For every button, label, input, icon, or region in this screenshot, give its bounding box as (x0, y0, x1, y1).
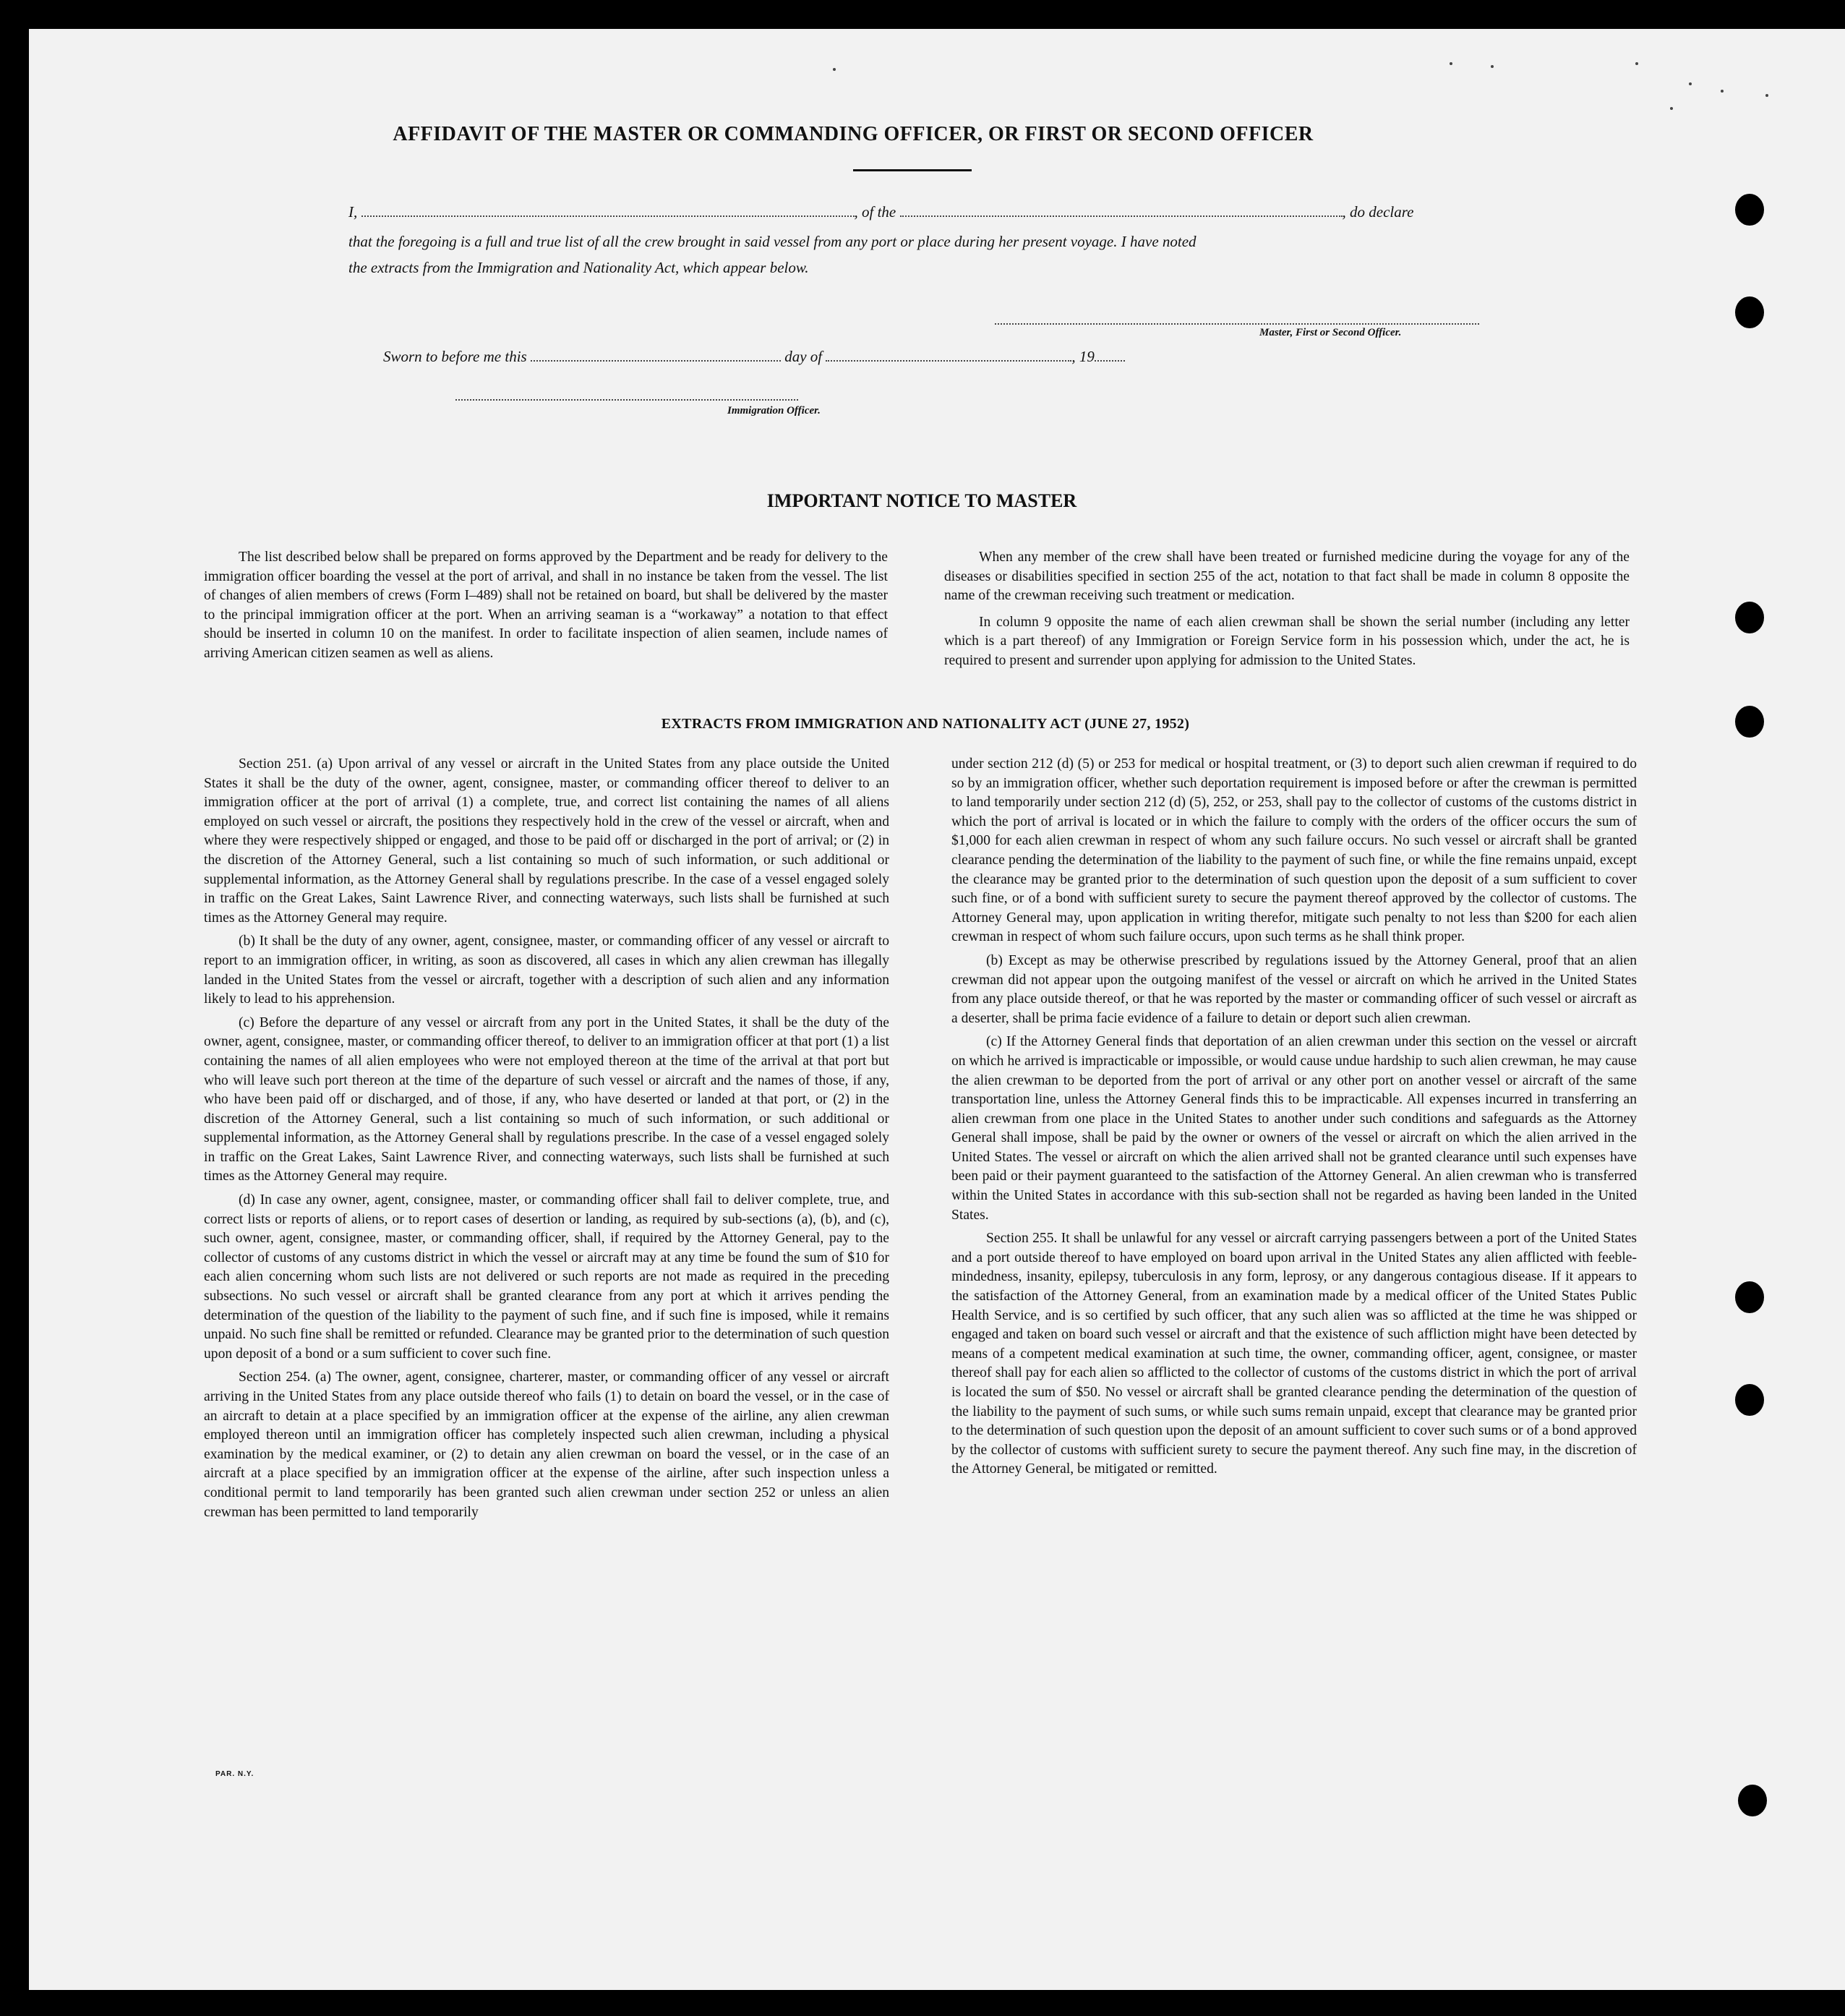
section-251-b: (b) It shall be the duty of any owner, agent, consignee, master, or commanding officer of any vessel or aircraft to report to an immigration officer, in writing, as soon as discovered, all cases in which any alien crewman has illegally landed in the United States from the vessel or aircraft, together with a description of such alien and any information likely to lead to his apprehension. (204, 934, 889, 1007)
sworn-line (383, 347, 1125, 366)
affidavit-line-3: the extracts from the Immigration and Nationality Act, which appear below. (348, 259, 809, 276)
year-label: , 19 (1071, 348, 1095, 365)
sworn-year-field[interactable] (1095, 347, 1125, 362)
notice-left-column (204, 548, 888, 671)
scan-speck (833, 68, 836, 71)
section-254-c: (c) If the Attorney General finds that deportation of an alien crewman under this section on the vessel or aircraft on which he arrived is impracticable or impossible, or would cause undue hardship to such alien crewman, he may cause the alien crewman to be deported from the port of arrival or any other port on another vessel or aircraft of the same transportation line, unless the Attorney General finds this to be impracticable. All expenses incurred in transferring an alien crewman from one place in the United States to another under such conditions and safeguards as the Attorney General shall impose, shall be paid by the owner or owners of the vessel or aircraft on which the alien arrived in the United States. The vessel or aircraft on which the alien arrived shall not be granted clearance until such expenses have been paid or their payment guaranteed to the satisfaction of the Attorney General. An alien crewman who is transferred within the United States in accordance with this sub-section shall not be regarded as having been landed in the United States. (951, 1034, 1637, 1223)
scan-speck (1670, 107, 1673, 110)
form-title: AFFIDAVIT OF THE MASTER OR COMMANDING OFFICER, OR FIRST OR SECOND OFFICER (393, 123, 1314, 145)
section-254-a: Section 254. (a) The owner, agent, consignee, charterer, master, or commanding officer of any vessel or aircraft arriving in the United States from any place outside thereof who fails (1) to detain on board the vessel, or in the case of an aircraft to detain at a place specified by an immigration officer at the expense of the airline, any alien crewman employed thereon until an immigration officer has completely inspected such alien crewman, including a physical examination by the medical examiner, or (2) to detain any alien crewman on board the vessel, or in the case of an aircraft at a place specified by an immigration officer at the expense of the airline, after such inspection unless a conditional permit to land temporarily has been granted such alien crewman under section 252 or unless an alien crewman has been permitted to land temporarily (204, 1370, 889, 1520)
punch-hole (1735, 602, 1764, 633)
immigration-officer-line[interactable] (455, 399, 798, 401)
sworn-month-field[interactable] (826, 347, 1071, 362)
notice-right-paragraph-1: When any member of the crew shall have been treated or furnished medicine during the voyage for any of the diseases or disabilities specified in section 255 of the act, notation to that fact shall be made in column 8 opposite the name of the crewman receiving such treatment or medication. (944, 550, 1630, 604)
master-signature-caption: Master, First or Second Officer. (1259, 327, 1402, 338)
extracts-left-column (204, 755, 889, 1526)
sworn-day-field[interactable] (531, 347, 781, 362)
scan-speck (1450, 62, 1452, 65)
notice-right-column (944, 548, 1630, 678)
section-255: Section 255. It shall be unlawful for any vessel or aircraft carrying passengers between a port of the United States and a port outside thereof to have employed on board upon arrival in the United States any alien afflicted with feeble-mindedness, insanity, epilepsy, tuberculosis in any form, leprosy, or any dangerous contagious disease. If it appears to the satisfaction of the Attorney General, from an examination made by a medical officer of the United States Public Health Service, and is so certified by such officer, that any such alien was so afflicted at the time he was shipped or engaged and taken on board such vessel or aircraft and that the existence of such affliction might have been detected by means of a competent medical examination at such time, the owner, commanding officer, agent, consignee, or master thereof shall pay for each alien so afflicted to the collector of customs of the customs district in which the port of arrival is located the sum of $50. No vessel or aircraft shall be granted clearance pending the determination of the question of the liability to the payment of such sums, or while such sums remain unpaid, except that clearance may be granted prior to the determination of such question upon the deposit of an amount sufficient to cover such sums or of a bond approved by the collector of customs with sufficient surety to secure the payment thereof. Any such fine may, in the discretion of the Attorney General, be mitigated or remitted. (951, 1231, 1637, 1477)
section-254-a-continued: under section 212 (d) (5) or 253 for medical or hospital treatment, or (3) to deport such alien crewman if required to do so by an immigration officer, whether such deportation requirement is imposed before or after the crewman is permitted to land temporarily under section 212 (d) (5), 252, or 253, shall pay to the collector of customs of the customs district in which the port of arrival is located or in which the failure to comply with the orders of the officer occurs the sum of $1,000 for each alien crewman in respect of whom any such failure occurs. No such vessel or aircraft shall be granted clearance pending the determination of the liability to the payment of such fine, or while the fine remains unpaid, except the clearance may be granted prior to the determination of such question upon the deposit of a sum sufficient to cover such fine, or of a bond with sufficient surety to secure the payment thereof approved by the collector of customs. The Attorney General may, upon application in writing therefor, mitigate such penalty to not less than $200 for each alien crewman in respect of whom such failure occurs, upon such terms as he shall think proper. (951, 756, 1637, 945)
section-251-d: (d) In case any owner, agent, consignee, master, or commanding officer shall fail to deliver complete, true, and correct lists or reports of aliens, or to report cases of desertion or landing, as required by sub-sections (a), (b), and (c), such owner, agent, consignee, master, or commanding officer, shall, if required by the Attorney General, pay to the collector of customs of any customs district in which the vessel or aircraft may at any time be found the sum of $10 for each alien concerning whom such lists are not delivered or such reports are not made as required in the preceding subsections. No such vessel or aircraft shall be granted clearance from any port at which it arrives pending the determination of the question of the liability to the payment of such fine, and if such fine is imposed, while it remains unpaid. No such fine shall be remitted or refunded. Clearance may be granted prior to the determination of such question upon deposit of a bond or a sum sufficient to cover such fine. (204, 1192, 889, 1362)
title-rule (853, 169, 972, 171)
extracts-right-column (951, 755, 1637, 1484)
day-of-label: day of (784, 348, 823, 365)
vessel-field[interactable] (900, 202, 1343, 217)
immigration-officer-caption: Immigration Officer. (727, 405, 821, 417)
section-254-b: (b) Except as may be otherwise prescribed by regulations issued by the Attorney General, proof that an alien crewman did not appear upon the outgoing manifest of the vessel or aircraft on which he arrived in the United States from any place outside thereof, or that he was reported by the master or commanding officer of such vessel or aircraft as a deserter, shall be prima facie evidence of a failure to detain or deport such alien crewman. (951, 952, 1637, 1026)
scan-speck (1635, 62, 1638, 65)
i-label: I, (348, 203, 358, 221)
notice-right-paragraph-2: In column 9 opposite the name of each alien crewman shall be shown the serial number (including any letter which is a part thereof) of any Immigration or Foreign Service form in his possession which, under the act, he is required to present and surrender upon applying for admission to the United States. (944, 614, 1630, 668)
of-the-label: , of the (854, 203, 896, 221)
scan-speck (1491, 65, 1494, 68)
extracts-heading: EXTRACTS FROM IMMIGRATION AND NATIONALITY ACT (JUNE 27, 1952) (661, 716, 1190, 732)
punch-hole (1735, 1384, 1764, 1416)
notice-left-paragraph: The list described below shall be prepared on forms approved by the Department and be ready for delivery to the immigration officer boarding the vessel at the port of arrival, and shall in no instance be taken from the vessel. The list of changes of alien members of crews (Form I–489) shall not be retained on board, but shall be delivered by the master to the principal immigration officer at the port. When an arriving seaman is a “workaway” a notation to that effect should be inserted in column 10 on the manifest. In order to facilitate inspection of alien seamen, include names of arriving American citizen seamen as well as aliens. (204, 550, 888, 661)
punch-hole (1738, 1785, 1767, 1816)
punch-hole (1735, 1281, 1764, 1313)
affidavit-line-1 (348, 202, 1413, 221)
section-251-c: (c) Before the departure of any vessel or aircraft from any port in the United States, it shall be the duty of the owner, agent, consignee, master, or commanding officer thereof, to deliver to an immigration officer at that port (1) a list containing the names of all alien employees who were not employed thereon at the time of the arrival at that port but who will leave such port thereon at the time of the departure of such vessel or aircraft and the names of those, if any, who have been paid off or discharged, and of those, if any, who have deserted or landed at that port, or (2) in the discretion of the Attorney General, such a list containing so much of such information, or such additional or supplemental information, as the Attorney General shall by regulations prescribe. In the case of a vessel engaged solely in traffic on the Great Lakes, Saint Lawrence River, and connecting waterways, such lists shall be furnished at such times as the Attorney General may require. (204, 1015, 889, 1184)
name-field[interactable] (361, 202, 855, 217)
affidavit-line-2: that the foregoing is a full and true list of all the crew brought in said vessel from any port or place during her present voyage. I have noted (348, 233, 1197, 250)
scan-speck (1721, 90, 1724, 93)
scan-speck (1689, 82, 1692, 85)
do-declare-label: , do declare (1342, 203, 1414, 221)
scan-speck (1765, 94, 1768, 97)
section-251-a: Section 251. (a) Upon arrival of any vessel or aircraft in the United States from any place outside the United States it shall be the duty of the owner, agent, consignee, master, or commanding officer thereof to deliver to an immigration officer at the port of arrival (1) a complete, true, and correct list containing the names of all aliens employed on such vessel or aircraft, the positions they respectively hold in the crew of the vessel or aircraft, when and where they were respectively shipped or engaged, and those to be paid off or discharged in the port of arrival; or (2) in the discretion of the Attorney General, such a list containing so much of such information, or such additional or supplemental information, as the Attorney General shall by regulations prescribe. In the case of a vessel engaged solely in traffic on the Great Lakes, Saint Lawrence River, and connecting waterways, such lists shall be furnished at such times as the Attorney General may require. (204, 756, 889, 926)
punch-hole (1735, 706, 1764, 738)
printer-mark: PAR. N.Y. (215, 1770, 254, 1778)
notice-heading: IMPORTANT NOTICE TO MASTER (766, 490, 1077, 511)
punch-hole (1735, 194, 1764, 226)
master-signature-line[interactable] (995, 323, 1479, 325)
sworn-label: Sworn to before me this (383, 348, 527, 365)
punch-hole (1735, 296, 1764, 328)
